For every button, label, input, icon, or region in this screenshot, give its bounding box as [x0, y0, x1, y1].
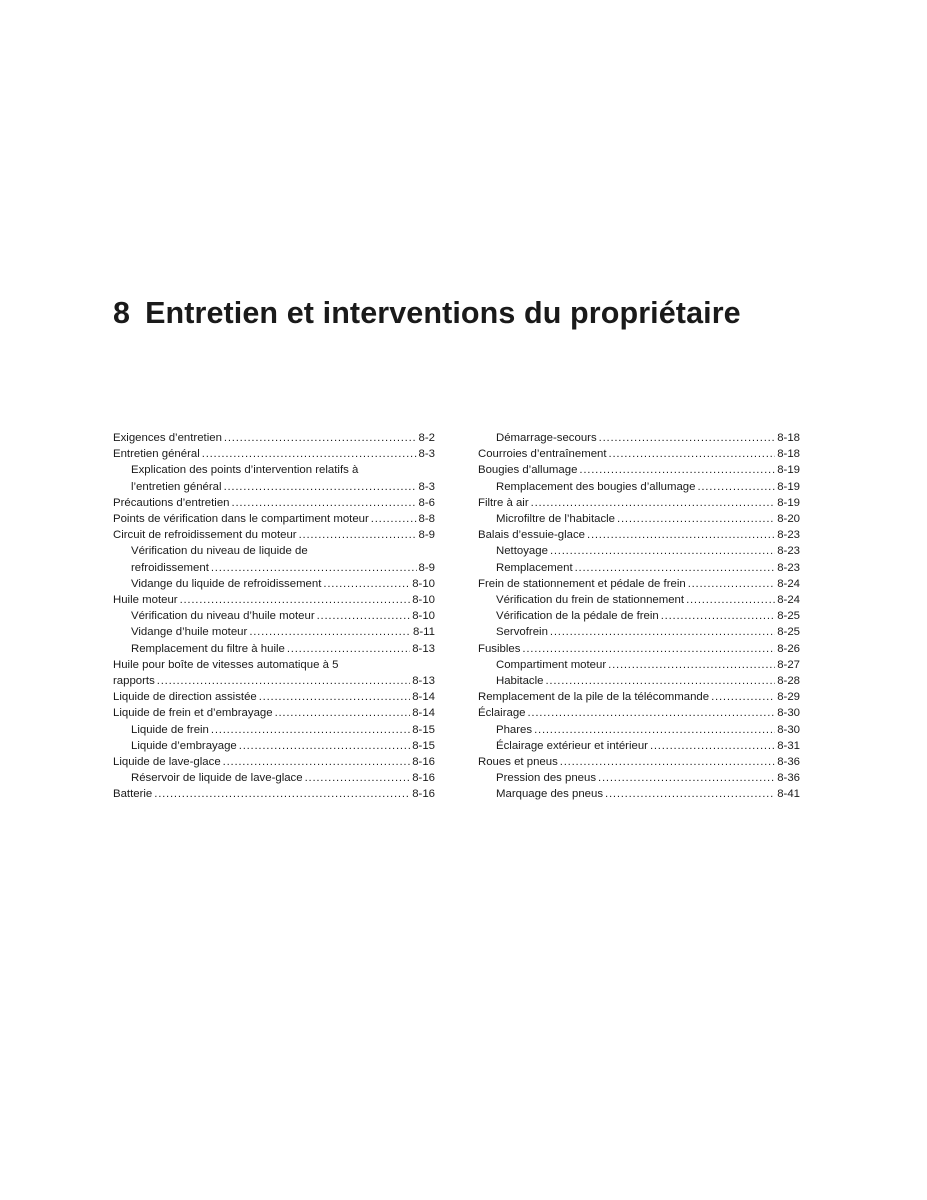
toc-entry[interactable] — [113, 576, 435, 592]
toc-entry-label-line1: Huile pour boîte de vitesses automatique à 5 — [113, 658, 339, 671]
toc-entry[interactable] — [478, 641, 800, 657]
toc-entry-page: 8-23 — [777, 529, 800, 542]
toc-entry-label: Remplacement de la pile de la télécommande — [478, 691, 710, 704]
toc-entry[interactable] — [478, 495, 800, 511]
dot-leader — [323, 576, 410, 592]
dot-leader — [546, 673, 776, 689]
toc-entry-page: 8-14 — [412, 707, 435, 720]
toc-entry-label: Pression des pneus — [496, 772, 597, 785]
toc-entry-label: Vérification de la pédale de frein — [496, 610, 659, 623]
toc-entry-label: Liquide de lave-glace — [113, 756, 221, 769]
toc-entry[interactable] — [478, 722, 800, 738]
toc-entry-page: 8-36 — [777, 756, 800, 769]
toc-entry-page: 8-30 — [777, 707, 800, 720]
toc-entry[interactable] — [113, 641, 435, 657]
toc-entry-label: refroidissement — [131, 561, 209, 574]
toc-entry-page: 8-16 — [412, 772, 435, 785]
dot-leader — [598, 770, 775, 786]
toc-entry-page: 8-23 — [777, 545, 800, 558]
toc-entry-label: Phares — [496, 723, 533, 736]
toc-entry-page: 8-15 — [412, 739, 435, 752]
toc-entry-label-line1: Explication des points d’intervention relatifs à — [131, 464, 359, 477]
toc-entry-label: l’entretien général — [131, 480, 222, 493]
toc-entry[interactable] — [113, 786, 435, 802]
toc-entry-label: Liquide d’embrayage — [131, 739, 237, 752]
toc-entry-label: Éclairage — [478, 707, 526, 720]
toc-entry-page: 8-11 — [413, 626, 435, 639]
dot-leader — [550, 543, 775, 559]
toc-left-column — [113, 430, 435, 803]
toc-entry-page: 8-18 — [777, 448, 800, 461]
toc-entry[interactable] — [478, 738, 800, 754]
toc-entry-page: 8-13 — [412, 642, 435, 655]
toc-entry-label: Liquide de frein — [131, 723, 209, 736]
dot-leader — [661, 608, 775, 624]
chapter-title — [113, 296, 741, 331]
toc-entry[interactable] — [478, 705, 800, 721]
toc-entry-label: Démarrage-secours — [496, 432, 597, 444]
toc-entry-page: 8-2 — [418, 432, 435, 444]
toc-entry-page: 8-26 — [777, 642, 800, 655]
toc-entry-page: 8-9 — [418, 529, 435, 542]
dot-leader — [180, 592, 411, 608]
toc-entry-label: Liquide de direction assistée — [113, 691, 257, 704]
toc-entry[interactable] — [113, 608, 435, 624]
dot-leader — [528, 705, 776, 721]
toc-entry[interactable] — [113, 511, 435, 527]
toc-entry-page: 8-18 — [777, 432, 800, 444]
toc-entry[interactable] — [113, 430, 435, 446]
toc-entry-label-line1: Vérification du niveau de liquide de — [131, 545, 308, 558]
toc-entry-page: 8-41 — [777, 788, 800, 801]
toc-entry-page: 8-15 — [412, 723, 435, 736]
toc-entry-page: 8-31 — [777, 739, 800, 752]
toc-entry[interactable] — [478, 543, 800, 559]
toc-entry-label: Nettoyage — [496, 545, 548, 558]
toc-entry-label: Courroies d’entraînement — [478, 448, 607, 461]
toc-entry-page: 8-24 — [777, 577, 800, 590]
toc-entry-label: Remplacement du filtre à huile — [131, 642, 285, 655]
dot-leader — [587, 527, 775, 543]
toc-entry-page: 8-6 — [418, 496, 435, 509]
toc-entry[interactable] — [113, 738, 435, 754]
toc-entry[interactable] — [478, 657, 800, 673]
dot-leader — [249, 624, 411, 640]
toc-entry[interactable] — [478, 527, 800, 543]
dot-leader — [534, 722, 775, 738]
toc-entry-page: 8-19 — [777, 464, 800, 477]
chapter-title-text: Entretien et interventions du propriétaire — [145, 296, 741, 330]
toc-entry-page: 8-10 — [412, 594, 435, 607]
dot-leader — [157, 673, 410, 689]
dot-leader — [550, 624, 775, 640]
toc-entry-page: 8-16 — [412, 788, 435, 801]
toc-entry[interactable] — [113, 722, 435, 738]
toc-entry[interactable] — [478, 560, 800, 576]
toc-entry[interactable] — [113, 657, 435, 689]
dot-leader — [650, 738, 775, 754]
toc-entry[interactable] — [478, 673, 800, 689]
toc-entry[interactable] — [478, 446, 800, 462]
toc-entry[interactable] — [113, 592, 435, 608]
toc-entry[interactable] — [478, 608, 800, 624]
dot-leader — [305, 770, 411, 786]
toc-entry-label: Points de vérification dans le compartiment moteur — [113, 513, 369, 526]
dot-leader — [575, 560, 776, 576]
toc-entry-label: Bougies d’allumage — [478, 464, 578, 477]
toc-entry-label: Vidange d’huile moteur — [131, 626, 248, 639]
toc-entry-label: Fusibles — [478, 642, 521, 655]
toc-entry-page: 8-30 — [777, 723, 800, 736]
toc-entry-page: 8-29 — [777, 691, 800, 704]
toc-entry[interactable] — [478, 689, 800, 705]
toc-entry[interactable] — [113, 543, 435, 575]
dot-leader — [154, 786, 410, 802]
toc-entry[interactable] — [113, 624, 435, 640]
toc-entry[interactable] — [113, 495, 435, 511]
toc-entry-label: Marquage des pneus — [496, 788, 604, 801]
toc-entry-label: Éclairage extérieur et intérieur — [496, 739, 648, 752]
toc-entry-label: Filtre à air — [478, 496, 529, 509]
dot-leader — [711, 689, 775, 705]
toc-entry-page: 8-23 — [777, 561, 800, 574]
dot-leader — [599, 430, 776, 446]
toc-entry-page: 8-19 — [777, 480, 800, 493]
dot-leader — [287, 641, 410, 657]
dot-leader — [688, 576, 775, 592]
toc-entry-label: Vérification du niveau d’huile moteur — [131, 610, 315, 623]
dot-leader — [686, 592, 775, 608]
toc-entry-label: Huile moteur — [113, 594, 178, 607]
toc-entry[interactable] — [113, 689, 435, 705]
toc-entry[interactable] — [478, 786, 800, 802]
dot-leader — [202, 446, 417, 462]
toc-entry-label: Vérification du frein de stationnement — [496, 594, 685, 607]
toc-entry-label: Circuit de refroidissement du moteur — [113, 529, 297, 542]
dot-leader — [239, 738, 410, 754]
toc-entry[interactable] — [113, 446, 435, 462]
toc-entry-label: Réservoir de liquide de lave-glace — [131, 772, 303, 785]
toc-entry-label: Frein de stationnement et pédale de frein — [478, 577, 686, 590]
toc-entry-page: 8-9 — [418, 561, 435, 574]
toc-entry[interactable] — [478, 576, 800, 592]
toc-entry[interactable] — [478, 754, 800, 770]
dot-leader — [617, 511, 775, 527]
toc-entry-page: 8-25 — [777, 626, 800, 639]
toc-entry-page: 8-14 — [412, 691, 435, 704]
toc-entry-page: 8-8 — [418, 513, 435, 526]
toc-entry-page: 8-3 — [418, 448, 435, 461]
toc-entry[interactable] — [113, 770, 435, 786]
toc-entry-page: 8-20 — [777, 513, 800, 526]
toc-entry-label: Remplacement — [496, 561, 573, 574]
toc-entry[interactable] — [478, 511, 800, 527]
dot-leader — [223, 754, 411, 770]
toc-entry-label: Remplacement des bougies d’allumage — [496, 480, 696, 493]
toc-entry-label: Microfiltre de l’habitacle — [496, 513, 616, 526]
chapter-number: 8 — [113, 296, 131, 330]
toc-entry-page: 8-13 — [412, 675, 435, 688]
dot-leader — [371, 511, 417, 527]
toc-entry-page: 8-16 — [412, 756, 435, 769]
toc-entry-label: Vidange du liquide de refroidissement — [131, 577, 322, 590]
dot-leader — [608, 657, 775, 673]
toc-entry-label: Servofrein — [496, 626, 548, 639]
toc-entry-label: Compartiment moteur — [496, 658, 607, 671]
toc-entry[interactable] — [478, 479, 800, 495]
toc-entry[interactable] — [113, 527, 435, 543]
toc-entry-label: Balais d’essuie-glace — [478, 529, 586, 542]
dot-leader — [317, 608, 411, 624]
toc-entry-label: Liquide de frein et d’embrayage — [113, 707, 273, 720]
dot-leader — [275, 705, 411, 721]
toc-entry-page: 8-27 — [777, 658, 800, 671]
toc-entry-label: Entretien général — [113, 448, 200, 461]
dot-leader — [259, 689, 410, 705]
toc-entry-page: 8-10 — [412, 610, 435, 623]
toc-entry-page: 8-36 — [777, 772, 800, 785]
dot-leader — [579, 462, 775, 478]
toc-entry-label: Roues et pneus — [478, 756, 558, 769]
toc-entry-page: 8-19 — [777, 496, 800, 509]
toc-entry-label: rapports — [113, 675, 155, 688]
toc-entry[interactable] — [478, 624, 800, 640]
toc-entry-page: 8-25 — [777, 610, 800, 623]
dot-leader — [224, 479, 417, 495]
dot-leader — [522, 641, 775, 657]
toc-entry-label: Batterie — [113, 788, 153, 801]
toc-entry-page: 8-24 — [777, 594, 800, 607]
toc-entry[interactable] — [113, 462, 435, 494]
dot-leader — [609, 446, 776, 462]
dot-leader — [531, 495, 776, 511]
toc-entry-page: 8-28 — [777, 675, 800, 688]
dot-leader — [224, 430, 417, 446]
toc-entry[interactable] — [113, 705, 435, 721]
toc-entry[interactable] — [478, 462, 800, 478]
dot-leader — [299, 527, 417, 543]
toc-entry-label: Précautions d’entretien — [113, 496, 230, 509]
toc-entry[interactable] — [478, 430, 800, 446]
dot-leader — [211, 560, 417, 576]
toc-entry-label: Exigences d’entretien — [113, 432, 222, 444]
dot-leader — [605, 786, 775, 802]
toc-right-column — [478, 430, 800, 803]
dot-leader — [232, 495, 417, 511]
toc-entry-page: 8-10 — [412, 577, 435, 590]
toc-entry[interactable] — [478, 592, 800, 608]
dot-leader — [211, 722, 410, 738]
dot-leader — [560, 754, 775, 770]
toc-entry-page: 8-3 — [418, 480, 435, 493]
dot-leader — [697, 479, 775, 495]
toc-entry[interactable] — [113, 754, 435, 770]
toc-entry[interactable] — [478, 770, 800, 786]
toc-entry-label: Habitacle — [496, 675, 544, 688]
